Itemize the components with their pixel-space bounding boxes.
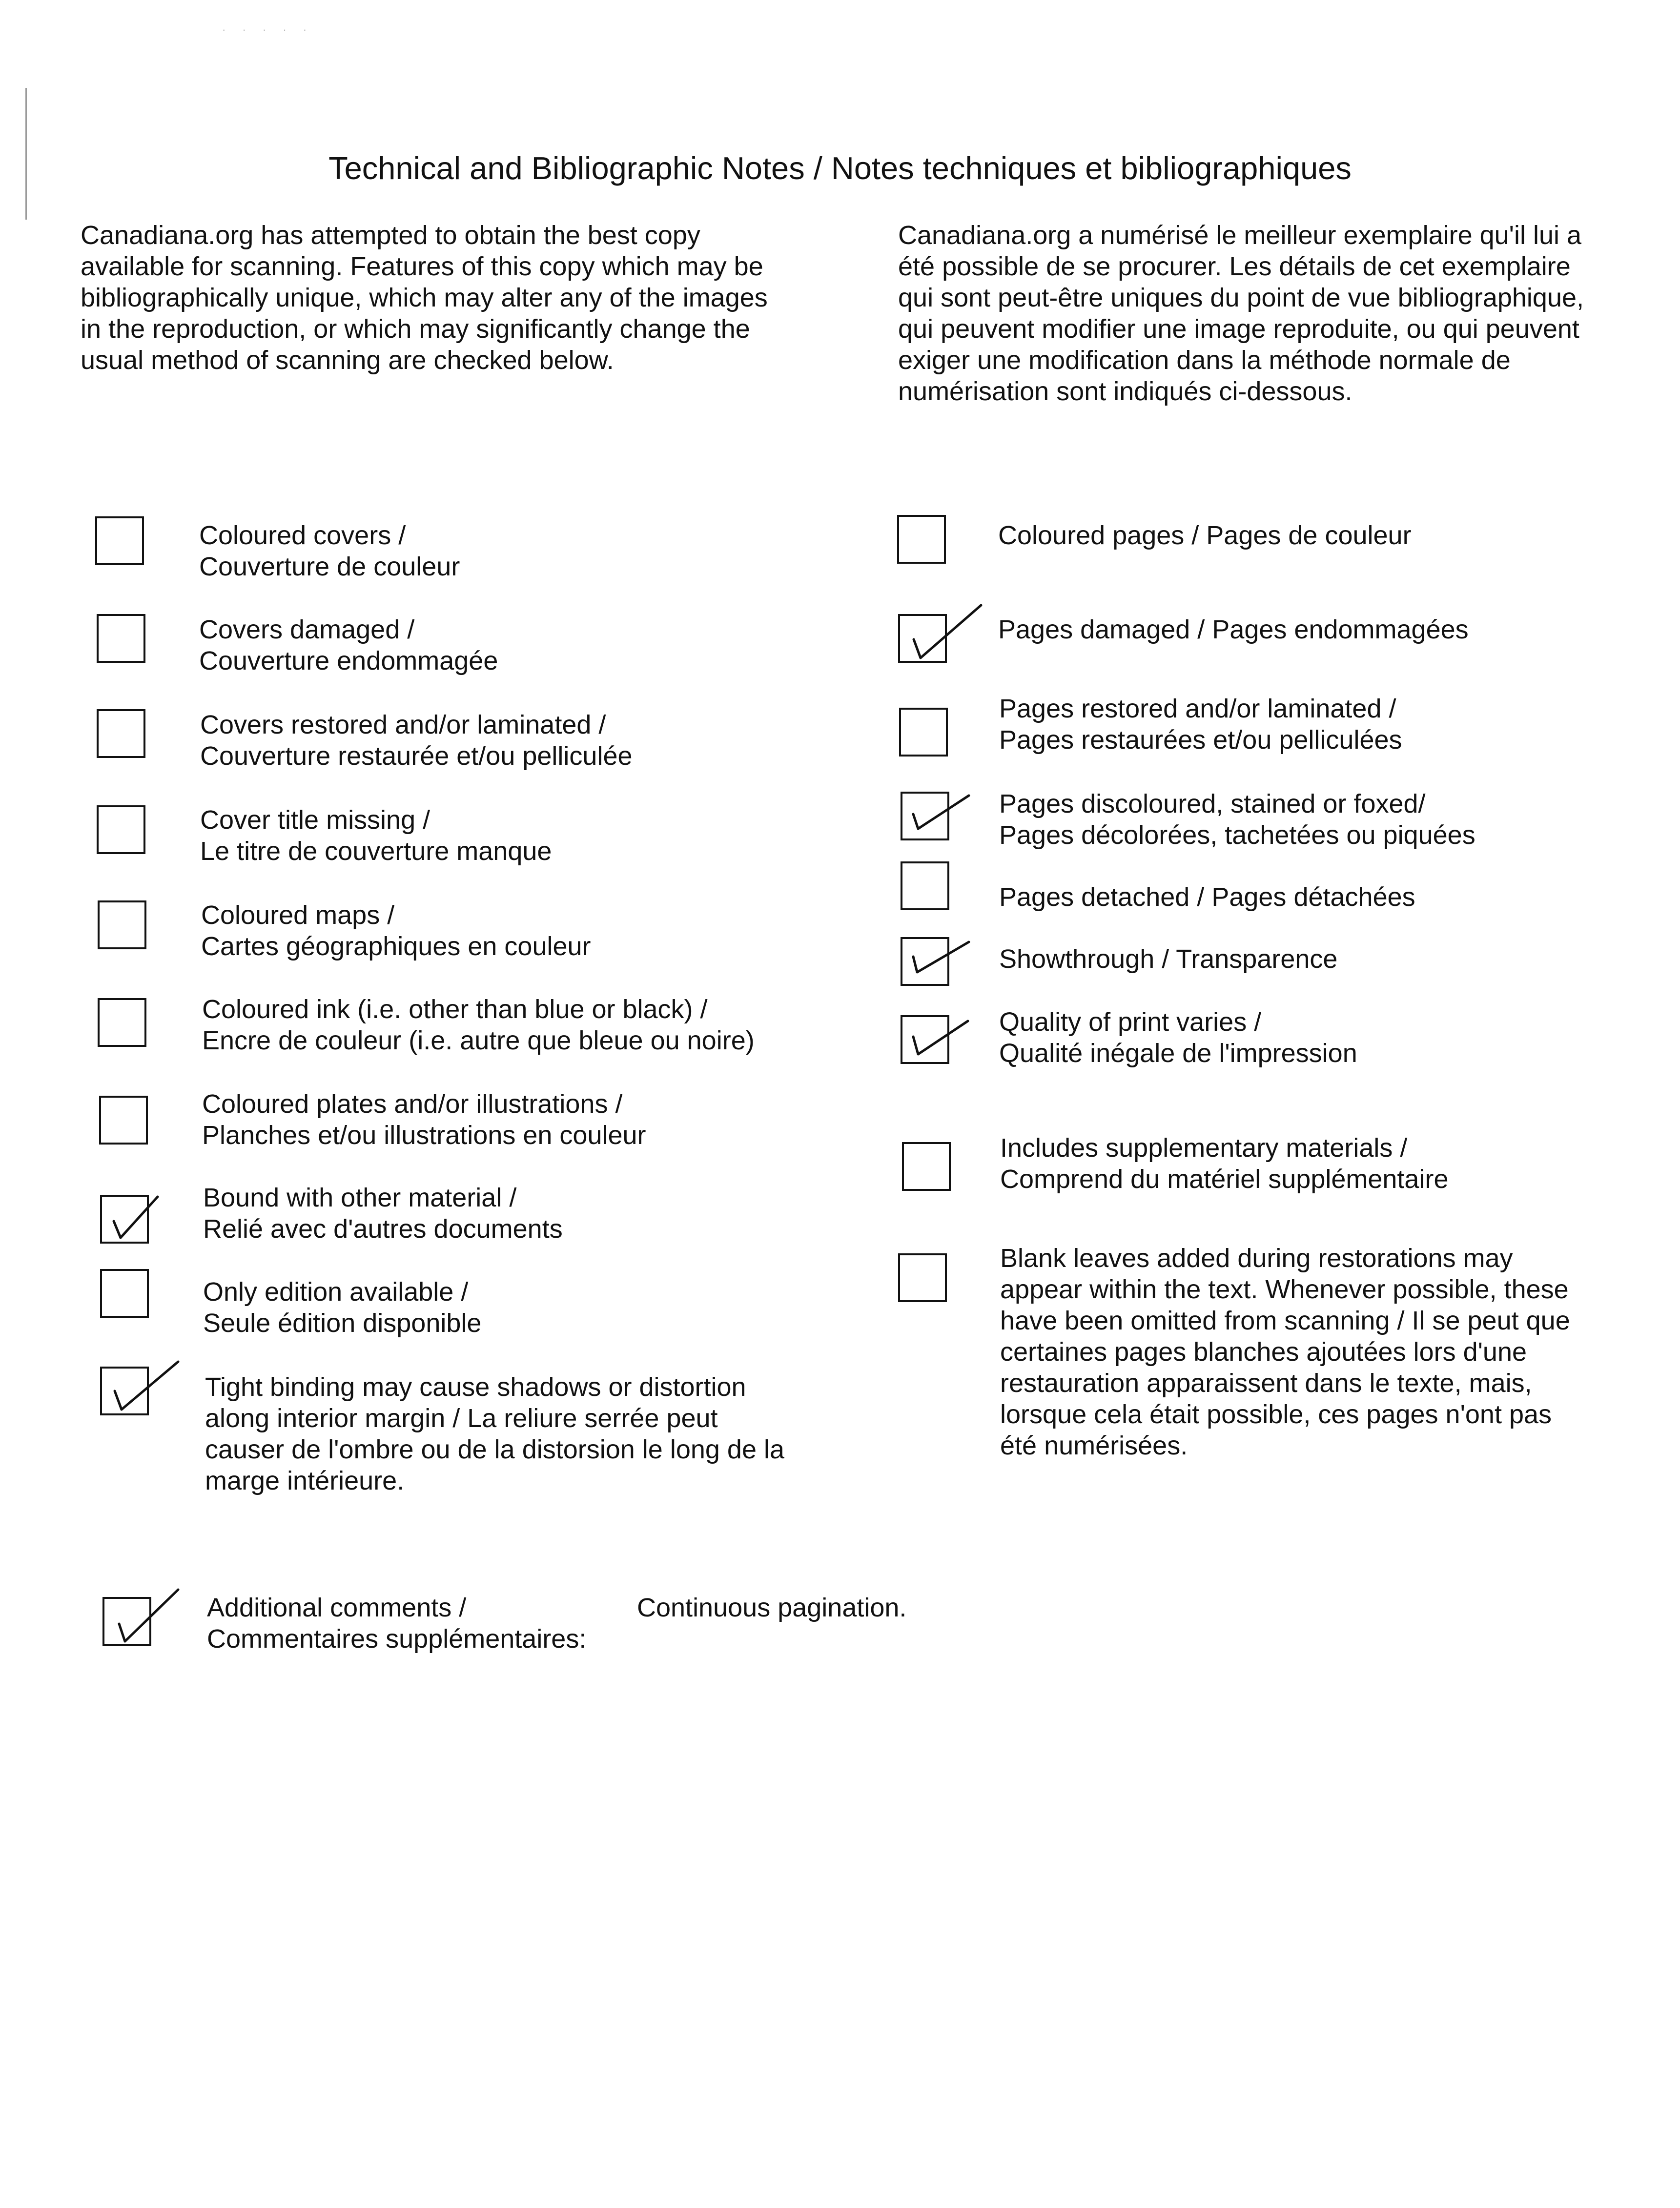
checkmark-icon [100,1191,207,1279]
label-covers-damaged: Covers damaged / Couverture endommagée [199,615,498,675]
checkbox-coloured-ink[interactable] [98,998,146,1047]
additional-comments-value: Continuous pagination. [637,1593,907,1622]
checkbox-pages-detached[interactable] [901,861,949,910]
checkmark-icon [898,605,1005,693]
scan-artifact: · · · · · [222,23,314,36]
label-pages-detached: Pages detached / Pages détachées [999,882,1415,912]
checkbox-cover-title-missing[interactable] [97,805,145,854]
label-pages-restored: Pages restored and/or laminated / Pages restaurées et/ou pelliculées [999,694,1402,755]
checkmark-icon [102,1589,210,1676]
checkmark-icon [901,932,1008,1020]
checkbox-coloured-pages[interactable] [897,515,946,564]
label-coloured-maps: Coloured maps / Cartes géographiques en couleur [201,900,591,961]
label-additional-comments: Additional comments / Commentaires supplémentaires: [207,1593,587,1654]
label-coloured-pages: Coloured pages / Pages de couleur [998,521,1412,550]
checkbox-coloured-covers[interactable] [95,516,144,565]
label-only-edition-available: Only edition available / Seule édition disponible [203,1277,482,1338]
checkmark-icon [100,1362,207,1450]
checkbox-covers-damaged[interactable] [97,614,145,663]
label-coloured-plates: Coloured plates and/or illustrations / Planches et/ou illustrations en couleur [202,1089,646,1150]
label-covers-restored: Covers restored and/or laminated / Couverture restaurée et/ou pelliculée [200,710,633,771]
label-tight-binding: Tight binding may cause shadows or distortion along interior margin / La reliure serrée peut causer de l'ombre ou de la distorsion le long de la marge intérieure. [205,1372,785,1495]
intro-english: Canadiana.org has attempted to obtain the best copy available for scanning. Features of this copy which may be bibliographically unique, which may alter any of the images in the reproduction, or which may significantly change the usual method of scanning are checked below. [81,221,768,375]
label-coloured-covers: Coloured covers / Couverture de couleur [199,521,460,581]
checkmark-icon [901,1010,1008,1098]
label-quality-of-print-varies: Quality of print varies / Qualité inégale de l'impression [999,1007,1357,1068]
checkbox-includes-supplementary-materials[interactable] [902,1142,951,1191]
checkbox-covers-restored[interactable] [97,709,145,758]
checkbox-only-edition-available[interactable] [100,1269,149,1318]
label-showthrough: Showthrough / Transparence [999,944,1338,974]
intro-french: Canadiana.org a numérisé le meilleur exemplaire qu'il lui a été possible de se procurer. Les détails de cet exemplaire qui sont peut-être uniques du point de vue bibliographique, qui peuvent modifier une image reproduite, ou qui peuvent exiger une modification dans la méthode normale de numérisation sont indiqués ci-dessous. [898,221,1584,406]
label-blank-leaves-added: Blank leaves added during restorations may appear within the text. Whenever possible, these have been omitted from scanning / Il se peut que certaines pages blanches ajoutées lors d'une restauration apparaissent dans le texte, mais, lorsque cela était possible, ces pages n'ont pas été numérisées. [1000,1244,1570,1460]
label-coloured-ink: Coloured ink (i.e. other than blue or black) / Encre de couleur (i.e. autre que bleue ou noire) [202,995,755,1055]
label-bound-with-other-material: Bound with other material / Relié avec d'autres documents [203,1183,563,1244]
checkbox-coloured-maps[interactable] [98,900,146,949]
label-cover-title-missing: Cover title missing / Le titre de couverture manque [200,805,552,866]
checkbox-coloured-plates[interactable] [99,1096,148,1145]
page-title: Technical and Bibliographic Notes / Notes techniques et bibliographiques [328,150,1352,186]
label-pages-discoloured: Pages discoloured, stained or foxed/ Pages décolorées, tachetées ou piquées [999,789,1475,850]
checkbox-blank-leaves-added[interactable] [898,1253,947,1302]
label-includes-supplementary-materials: Includes supplementary materials / Comprend du matériel supplémentaire [1000,1133,1449,1194]
label-pages-damaged: Pages damaged / Pages endommagées [998,615,1469,644]
checkbox-pages-restored[interactable] [899,708,948,756]
